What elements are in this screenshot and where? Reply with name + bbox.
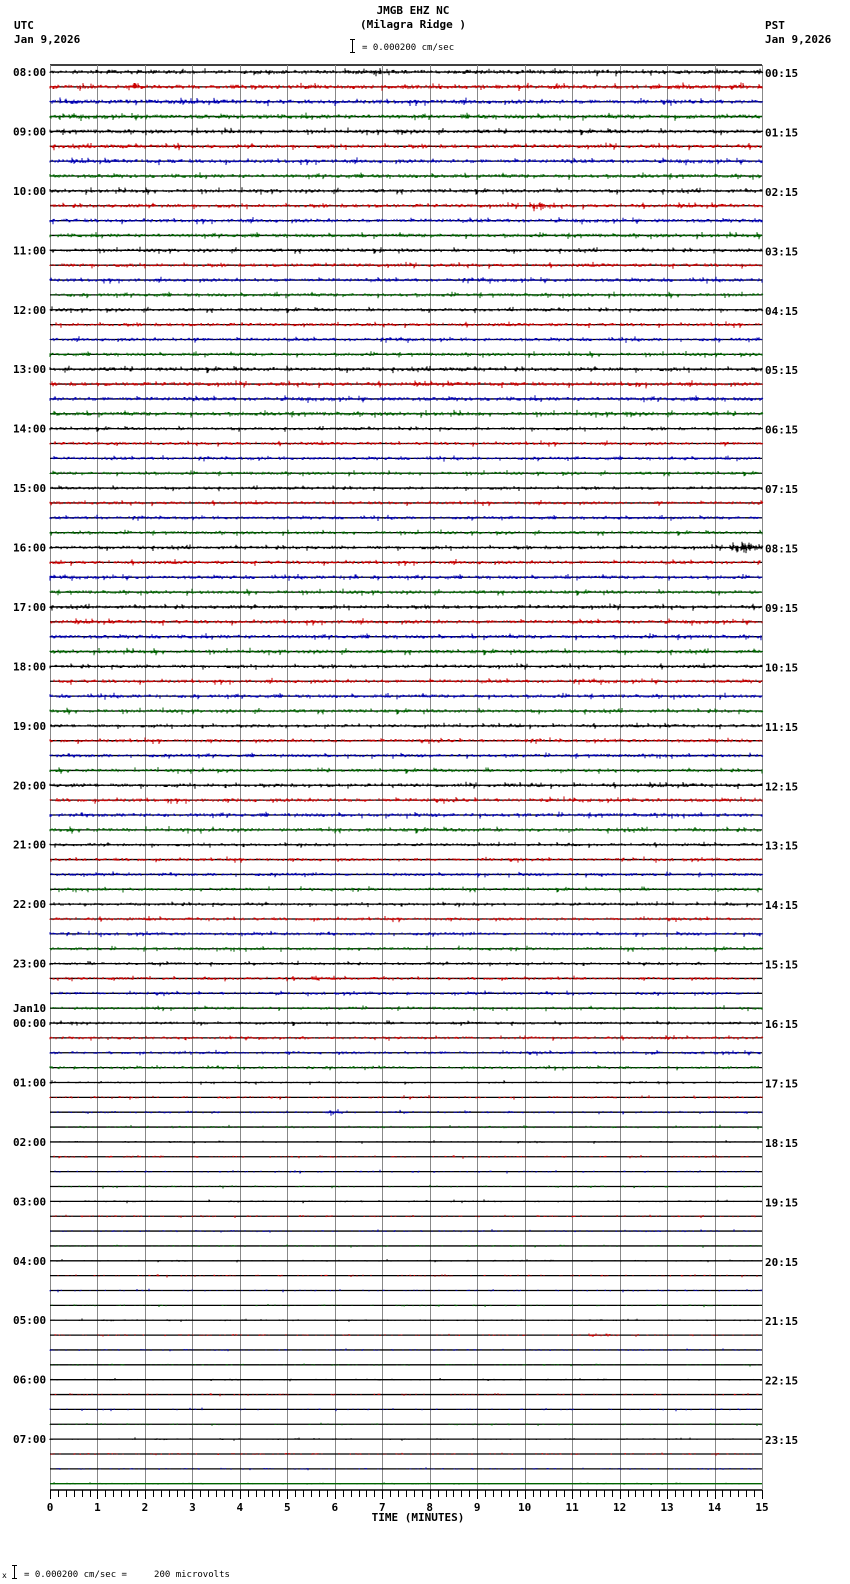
utc-hour-label: 06:00 <box>13 1373 47 1387</box>
pst-hour-label: 13:15 <box>765 839 799 853</box>
date-change-label: Jan10 <box>13 1002 47 1016</box>
station-title: JMGB EHZ NC <box>376 4 450 17</box>
pst-hour-label: 08:15 <box>765 542 799 556</box>
trace-signal <box>50 1065 759 1071</box>
trace-signal <box>50 98 763 107</box>
seismic-traces <box>50 68 763 1485</box>
trace-signal <box>50 826 761 834</box>
trace-signal <box>50 351 762 358</box>
trace-signal <box>50 426 763 432</box>
utc-hour-label: 01:00 <box>13 1076 47 1090</box>
x-tick-label: 9 <box>473 1501 481 1514</box>
trace-signal <box>50 633 761 640</box>
utc-hour-label: 12:00 <box>13 303 47 317</box>
utc-hour-label: 02:00 <box>13 1135 47 1149</box>
footer-prefix: x <box>2 1571 7 1580</box>
right-timezone: PST <box>765 19 785 32</box>
x-tick-label: 5 <box>284 1501 291 1514</box>
pst-hour-label: 00:15 <box>765 67 799 80</box>
x-tick-label: 15 <box>755 1501 769 1514</box>
x-tick-label: 13 <box>660 1501 674 1514</box>
utc-hour-label: 13:00 <box>13 363 47 377</box>
trace-signal <box>50 143 761 151</box>
trace-signal <box>50 306 763 313</box>
utc-hour-label: 19:00 <box>13 719 47 733</box>
trace-signal <box>51 857 762 863</box>
pst-hour-label: 22:15 <box>765 1374 799 1388</box>
pst-hour-label: 15:15 <box>765 958 799 972</box>
utc-hour-label: 16:00 <box>13 541 47 555</box>
trace-signal <box>50 277 762 284</box>
utc-hour-label: 09:00 <box>13 125 47 139</box>
utc-hour-label: 05:00 <box>13 1314 47 1328</box>
trace-signal <box>50 217 762 224</box>
utc-hour-label: 03:00 <box>13 1195 47 1209</box>
pst-hour-label: 17:15 <box>765 1077 799 1091</box>
trace-signal <box>50 68 763 76</box>
trace-signal <box>50 604 762 611</box>
trace-signal <box>50 500 763 506</box>
pst-hour-label: 18:15 <box>765 1136 799 1150</box>
x-tick-label: 4 <box>236 1501 244 1514</box>
pst-hour-label: 10:15 <box>765 661 799 675</box>
trace-signal <box>50 1020 760 1026</box>
utc-hour-label: 10:00 <box>13 184 47 198</box>
trace-signal <box>50 232 762 240</box>
pst-hour-label: 20:15 <box>765 1255 799 1269</box>
x-tick-label: 0 <box>46 1501 54 1514</box>
trace-signal <box>52 321 762 328</box>
trace-signal <box>50 113 762 121</box>
pst-hour-label: 16:15 <box>765 1018 799 1032</box>
trace-signal <box>52 455 760 461</box>
x-tick-label: 12 <box>612 1501 627 1514</box>
utc-hour-label: 08:00 <box>13 66 47 79</box>
footer-scale-text: = 0.000200 cm/sec = 200 microvolts <box>24 1570 230 1580</box>
trace-signal <box>50 470 761 476</box>
utc-hour-label: 00:00 <box>13 1017 47 1031</box>
trace-signal <box>50 515 761 521</box>
utc-hour-label: 14:00 <box>13 422 47 436</box>
trace-signal <box>50 574 762 581</box>
utc-hour-label: 11:00 <box>13 244 47 258</box>
pst-hour-label: 14:15 <box>765 899 799 913</box>
pst-hour-label: 02:15 <box>765 185 799 199</box>
trace-signal <box>53 1109 762 1115</box>
trace-signal <box>52 485 762 491</box>
utc-hour-label: 20:00 <box>13 779 47 793</box>
pst-hour-label: 11:15 <box>765 720 799 734</box>
utc-hour-label: 04:00 <box>13 1254 47 1268</box>
trace-signal <box>50 380 763 388</box>
left-timezone: UTC <box>14 19 34 32</box>
footer-scale-bar-icon <box>14 1565 15 1579</box>
trace-signal <box>50 83 762 92</box>
utc-hour-label: 21:00 <box>13 838 47 852</box>
pst-hour-label: 19:15 <box>765 1196 799 1210</box>
pst-hour-label: 06:15 <box>765 423 799 437</box>
utc-hour-label: 07:00 <box>13 1433 47 1447</box>
trace-signal <box>50 559 760 566</box>
trace-signal <box>52 292 763 299</box>
utc-hour-label: 23:00 <box>13 957 47 971</box>
x-axis-title: TIME (MINUTES) <box>371 1511 465 1524</box>
trace-signal <box>50 366 762 373</box>
pst-hour-label: 21:15 <box>765 1315 799 1329</box>
trace-signal <box>50 128 763 136</box>
trace-signal <box>50 812 762 819</box>
pst-hour-label: 04:15 <box>765 304 799 318</box>
trace-signal <box>51 871 763 877</box>
utc-hour-label: 15:00 <box>13 482 47 496</box>
x-tick-label: 1 <box>94 1501 101 1514</box>
pst-hour-label: 23:15 <box>765 1434 799 1448</box>
trace-signal <box>50 1050 760 1056</box>
left-date: Jan 9,2026 <box>14 33 81 46</box>
trace-signal <box>50 796 762 804</box>
station-location: (Milagra Ridge ) <box>360 18 466 31</box>
x-tick-label: 11 <box>565 1501 579 1514</box>
trace-signal <box>51 410 763 418</box>
trace-signal <box>50 187 762 195</box>
x-tick-label: 10 <box>518 1501 532 1514</box>
utc-hour-label: 22:00 <box>13 898 47 912</box>
pst-hour-label: 12:15 <box>765 780 799 794</box>
header-scale-text: = 0.000200 cm/sec <box>362 43 455 53</box>
pst-hour-label: 03:15 <box>765 245 799 259</box>
pst-hour-label: 09:15 <box>765 601 799 615</box>
right-date: Jan 9,2026 <box>765 33 832 46</box>
utc-hour-label: 17:00 <box>13 600 47 614</box>
trace-signal <box>50 767 762 774</box>
trace-signal <box>50 737 762 744</box>
trace-signal <box>50 782 762 789</box>
time-axis <box>47 1490 769 1524</box>
pst-hour-label: 01:15 <box>765 126 799 140</box>
x-tick-label: 14 <box>707 1501 722 1514</box>
trace-signal <box>50 1437 761 1440</box>
utc-hour-label: 18:00 <box>13 660 47 674</box>
x-tick-label: 8 <box>426 1501 434 1514</box>
trace-signal <box>51 202 763 211</box>
trace-signal <box>50 753 763 759</box>
x-tick-label: 6 <box>331 1501 339 1514</box>
x-tick-label: 2 <box>141 1501 149 1514</box>
x-tick-label: 3 <box>189 1501 196 1514</box>
trace-signal <box>50 395 763 403</box>
pst-hour-label: 07:15 <box>765 483 799 497</box>
pst-hour-label: 05:15 <box>765 364 799 378</box>
x-tick-label: 7 <box>378 1501 386 1514</box>
trace-signal <box>50 693 762 700</box>
